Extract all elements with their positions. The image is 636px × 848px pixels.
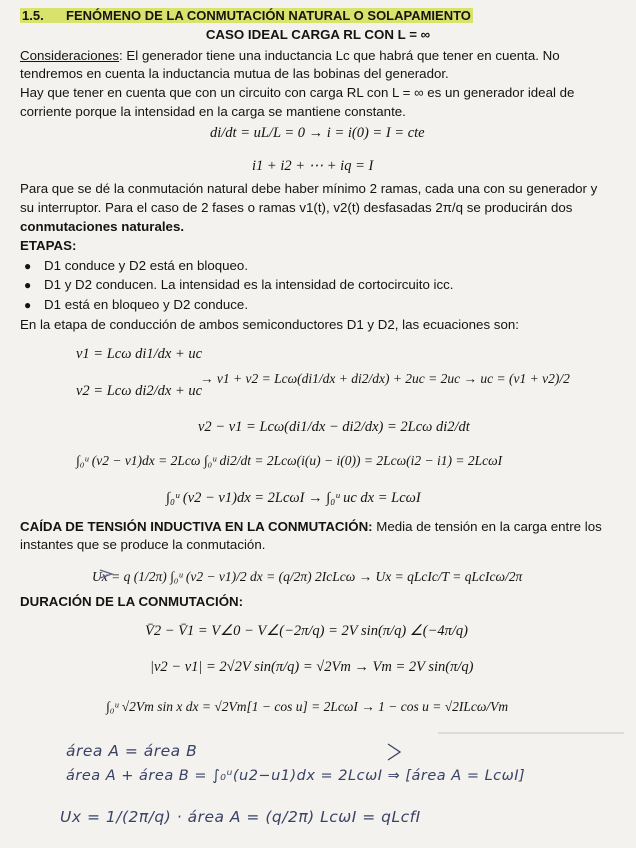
hand-arrow xyxy=(388,744,400,760)
equation-integral-2: ∫₀ᵘ (v2 − v1)dx = 2LcωI → ∫₀ᵘ uc dx = LcωI xyxy=(166,490,421,506)
stages-label: ETAPAS: xyxy=(20,238,77,253)
equation-current-sum: i1 + i2 + ⋯ + iq = I xyxy=(252,158,374,174)
natural-line-2: su interruptor. Para el caso de 2 fases o ramas v1(t), v2(t) desfasadas 2π/q se producirán dos xyxy=(20,200,573,215)
equation-v2: v2 = Lcω di2/dx + uc xyxy=(76,383,203,399)
equation-v-sum: → v1 + v2 = Lcω(di1/dx + di2/dx) + 2uc = 2uc → uc = (v1 + v2)/2 xyxy=(200,371,570,386)
natural-line-1: Para que se dé la conmutación natural debe haber mínimo 2 ramas, cada una con su generador y xyxy=(20,181,598,196)
handwritten-line-2: área A + área B = ∫₀ᵘ(u2−u1)dx = 2LcωI ⇒ [área A = LcωI] xyxy=(66,768,526,784)
drop-line-2: instantes que se produce la conmutación. xyxy=(20,537,266,552)
section-subtitle: CASO IDEAL CARGA RL CON L = ∞ xyxy=(205,27,431,42)
equation-phasor-diff: V̄2 − V̄1 = V∠0 − V∠(−2π/q) = 2V sin(π/q) ∠(−4π/q) xyxy=(145,623,469,639)
equation-voltage-drop: Ux = q (1/2π) ∫₀ᵘ (v2 − v1)/2 dx = (q/2π) 2IcLcω → Ux = qLcIc/T = qLcIcω/2π xyxy=(92,569,523,584)
section-title: FENÓMENO DE LA CONMUTACIÓN NATURAL O SOLAPAMIENTO xyxy=(66,8,471,23)
stage-item-text: D1 está en bloqueo y D2 conduce. xyxy=(44,297,249,312)
equation-current-derivative: di/dt = uL/L = 0 → i = i(0) = I = cte xyxy=(210,125,425,141)
handwritten-line-1: área A = área B xyxy=(66,742,198,760)
stage-item-text: D1 y D2 conducen. La intensidad es la intensidad de cortocircuito icc. xyxy=(44,277,454,292)
drop-title: CAÍDA DE TENSIÓN INDUCTIVA EN LA CONMUTACIÓN: xyxy=(20,519,373,534)
intro-line-3: Hay que tener en cuenta que con un circuito con carga RL con L = ∞ es un generador ideal de xyxy=(20,85,575,100)
equation-magnitude: |v2 − v1| = 2√2V sin(π/q) = √2Vm → Vm = 2V sin(π/q) xyxy=(150,659,474,675)
natural-line-3: conmutaciones naturales. xyxy=(20,219,185,234)
considerations-label: Consideraciones xyxy=(20,48,120,63)
bullet-icon: ● xyxy=(24,259,32,273)
equation-v-diff: v2 − v1 = Lcω(di1/dx − di2/dx) = 2Lcω di2/dt xyxy=(198,419,470,435)
intro-line-2: tendremos en cuenta la inductancia mutua de las bobinas del generador. xyxy=(20,66,449,81)
bullet-icon: ● xyxy=(24,298,32,312)
intro-line-4: corriente porque la intensidad en la carga se mantiene constante. xyxy=(20,104,406,119)
stage-item-text: D1 conduce y D2 está en bloqueo. xyxy=(44,258,249,273)
duration-title: DURACIÓN DE LA CONMUTACIÓN: xyxy=(20,594,244,609)
bullet-icon: ● xyxy=(24,278,32,292)
equation-cos-u: ∫₀ᵘ √2Vm sin x dx = √2Vm[1 − cos u] = 2LcωI → 1 − cos u = √2ILcω/Vm xyxy=(106,699,509,714)
equation-v1: v1 = Lcω di1/dx + uc xyxy=(76,346,203,362)
conduction-intro: En la etapa de conducción de ambos semiconductores D1 y D2, las ecuaciones son: xyxy=(20,317,519,332)
equation-integral-1: ∫₀ᵘ (v2 − v1)dx = 2Lcω ∫₀ᵘ di2/dt = 2Lcω(i(u) − i(0)) = 2Lcω(i2 − i1) = 2LcωI xyxy=(76,453,503,468)
handwritten-line-3: Ux = 1/(2π/q) · área A = (q/2π) LcωI = qLcfI xyxy=(60,808,421,826)
arrow-mark xyxy=(100,570,112,578)
drop-text: Media de tensión en la carga entre los xyxy=(372,519,602,534)
intro-line-1-rest: : El generador tiene una inductancia Lc que habrá que tener en cuenta. No xyxy=(119,48,560,63)
section-number: 1.5. xyxy=(22,8,44,23)
